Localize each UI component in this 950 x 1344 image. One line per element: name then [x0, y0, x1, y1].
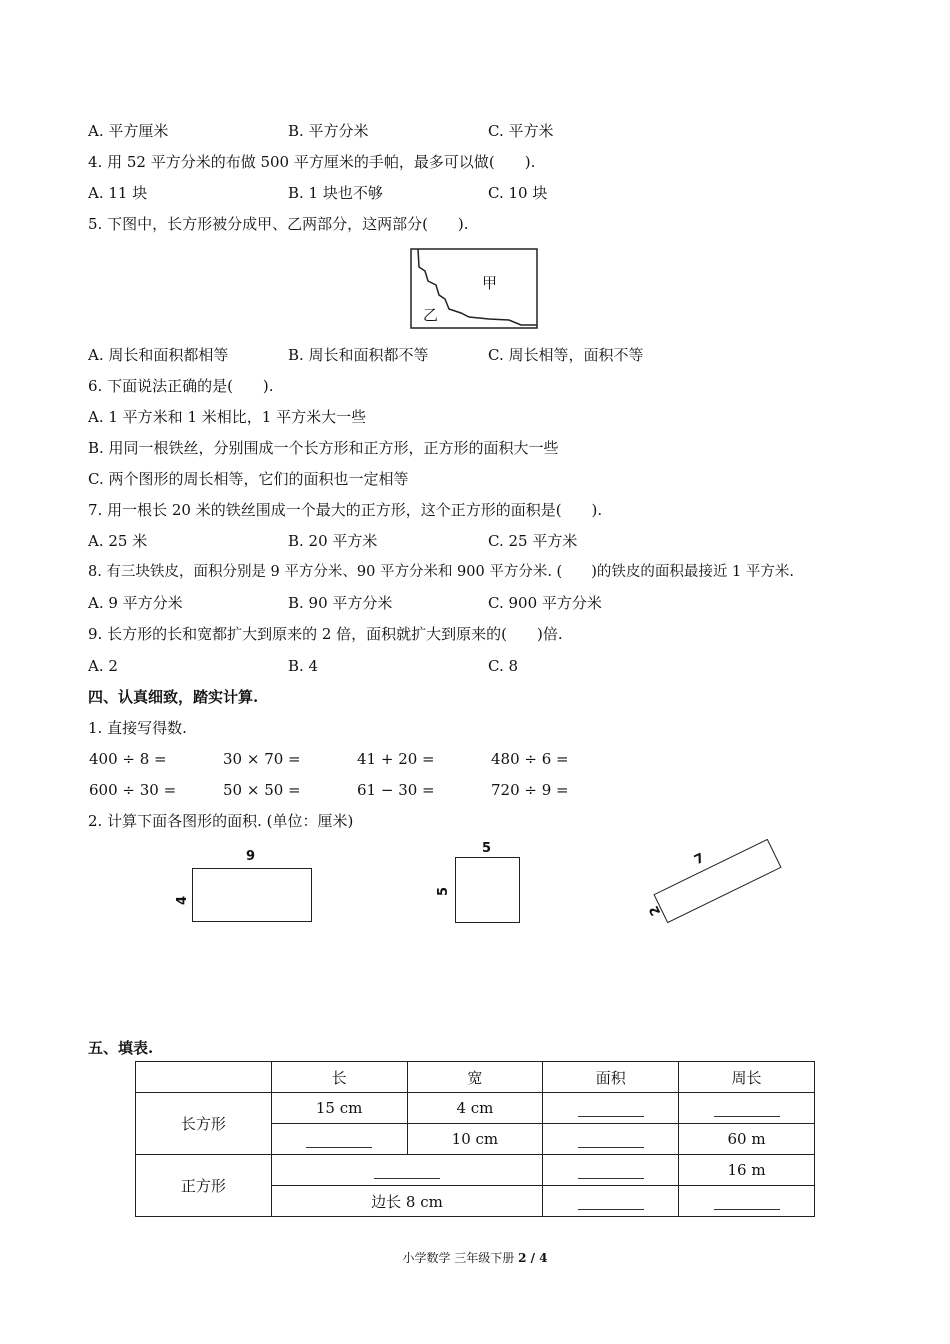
- q3-option-c: C. 平方米: [488, 122, 554, 140]
- q4-text: 4. 用 52 平方分米的布做 500 平方厘米的手帕，最多可以做( ).: [88, 153, 536, 171]
- q4-option-c: C. 10 块: [488, 184, 548, 202]
- calc-r2-c1: 600 ÷ 30 =: [89, 781, 177, 799]
- q6-option-c: C. 两个图形的周长相等，它们的面积也一定相等: [88, 470, 409, 488]
- rect-r2-width: 10 cm: [407, 1124, 543, 1155]
- square-label: 正方形: [136, 1155, 272, 1217]
- q5-label-jia: 甲: [482, 274, 498, 292]
- section4-title: 四、认真细致，踏实计算.: [88, 688, 259, 706]
- table-row: [136, 1093, 815, 1124]
- rect-r1-width: 4 cm: [407, 1093, 543, 1124]
- q5-option-b: B. 周长和面积都不等: [288, 346, 429, 364]
- rect-r2-perimeter: 60 m: [679, 1124, 815, 1155]
- calc-r1-c4: 480 ÷ 6 =: [491, 750, 569, 768]
- square-r1-perimeter: 16 m: [679, 1155, 815, 1186]
- fill-table: [135, 1061, 815, 1217]
- q3-option-b: B. 平方分米: [288, 122, 369, 140]
- fig2-top-label: 5: [482, 841, 492, 856]
- section5-title: 五、填表.: [88, 1039, 154, 1057]
- q6-text: 6. 下面说法正确的是( ).: [88, 377, 274, 395]
- table-row: [136, 1155, 815, 1186]
- table-header-width: 宽: [407, 1062, 543, 1093]
- square-r1-area-blank[interactable]: [543, 1155, 679, 1186]
- section4-sub2: 2. 计算下面各图形的面积. (单位：厘米): [88, 812, 354, 830]
- rect-r2-length-blank[interactable]: [271, 1124, 407, 1155]
- q9-option-b: B. 4: [288, 657, 319, 675]
- q4-option-b: B. 1 块也不够: [288, 184, 383, 202]
- q5-option-a: A. 周长和面积都相等: [88, 346, 229, 364]
- q9-option-c: C. 8: [488, 657, 519, 675]
- fig3-short-label: 2: [646, 903, 665, 918]
- calc-r1-c1: 400 ÷ 8 =: [89, 750, 167, 768]
- calc-r2-c4: 720 ÷ 9 =: [491, 781, 569, 799]
- square-r2-side: 边长 8 cm: [271, 1186, 543, 1217]
- q6-option-b: B. 用同一根铁丝，分别围成一个长方形和正方形，正方形的面积大一些: [88, 439, 559, 457]
- fig1-side-label: 4: [175, 895, 191, 906]
- q5-label-yi: 乙: [423, 306, 439, 324]
- fig1-rectangle: [192, 868, 312, 922]
- section4-sub1: 1. 直接写得数.: [88, 719, 187, 737]
- fig1-top-label: 9: [246, 849, 256, 864]
- rect-r1-length: 15 cm: [271, 1093, 407, 1124]
- q6-option-a: A. 1 平方米和 1 米相比，1 平方米大一些: [88, 408, 367, 426]
- fig2-side-label: 5: [436, 886, 452, 897]
- table-header-empty: [136, 1062, 272, 1093]
- q3-option-a: A. 平方厘米: [88, 122, 169, 140]
- rect-r1-area-blank[interactable]: [543, 1093, 679, 1124]
- q4-option-a: A. 11 块: [88, 184, 148, 202]
- rect-label: 长方形: [136, 1093, 272, 1155]
- q9-text: 9. 长方形的长和宽都扩大到原来的 2 倍，面积就扩大到原来的( )倍.: [88, 625, 563, 643]
- fig2-square: [455, 857, 520, 923]
- calc-r2-c3: 61 − 30 =: [357, 781, 435, 799]
- q9-option-a: A. 2: [88, 657, 118, 675]
- q8-option-a: A. 9 平方分米: [88, 594, 183, 612]
- q7-option-a: A. 25 米: [88, 532, 148, 550]
- q5-text: 5. 下图中，长方形被分成甲、乙两部分，这两部分( ).: [88, 215, 469, 233]
- table-header-area: 面积: [543, 1062, 679, 1093]
- q8-text: 8. 有三块铁皮，面积分别是 9 平方分米、90 平方分米和 900 平方分米. ( )的铁皮的面积最接近 1 平方米.: [88, 564, 794, 580]
- q8-option-c: C. 900 平方分米: [488, 594, 602, 612]
- rect-r2-area-blank[interactable]: [543, 1124, 679, 1155]
- fig3-rectangle: [653, 839, 781, 923]
- square-r2-area-blank[interactable]: [543, 1186, 679, 1217]
- q5-option-c: C. 周长相等，面积不等: [488, 346, 644, 364]
- page-footer: [0, 1249, 950, 1266]
- table-header-perimeter: 周长: [679, 1062, 815, 1093]
- calc-r1-c2: 30 × 70 =: [223, 750, 301, 768]
- fig3-long-label: 7: [692, 850, 707, 869]
- page-number: 2 / 4: [518, 1251, 548, 1265]
- calc-r2-c2: 50 × 50 =: [223, 781, 301, 799]
- table-header-row: [136, 1062, 815, 1093]
- square-r2-perimeter-blank[interactable]: [679, 1186, 815, 1217]
- footer-text: 小学数学 三年级下册: [402, 1251, 519, 1265]
- q7-option-b: B. 20 平方米: [288, 532, 378, 550]
- q7-text: 7. 用一根长 20 米的铁丝围成一个最大的正方形，这个正方形的面积是( ).: [88, 501, 603, 519]
- q8-option-b: B. 90 平方分米: [288, 594, 393, 612]
- table-header-length: 长: [271, 1062, 407, 1093]
- q7-option-c: C. 25 平方米: [488, 532, 578, 550]
- square-r1-side-blank[interactable]: [271, 1155, 543, 1186]
- rect-r1-perimeter-blank[interactable]: [679, 1093, 815, 1124]
- calc-r1-c3: 41 + 20 =: [357, 750, 435, 768]
